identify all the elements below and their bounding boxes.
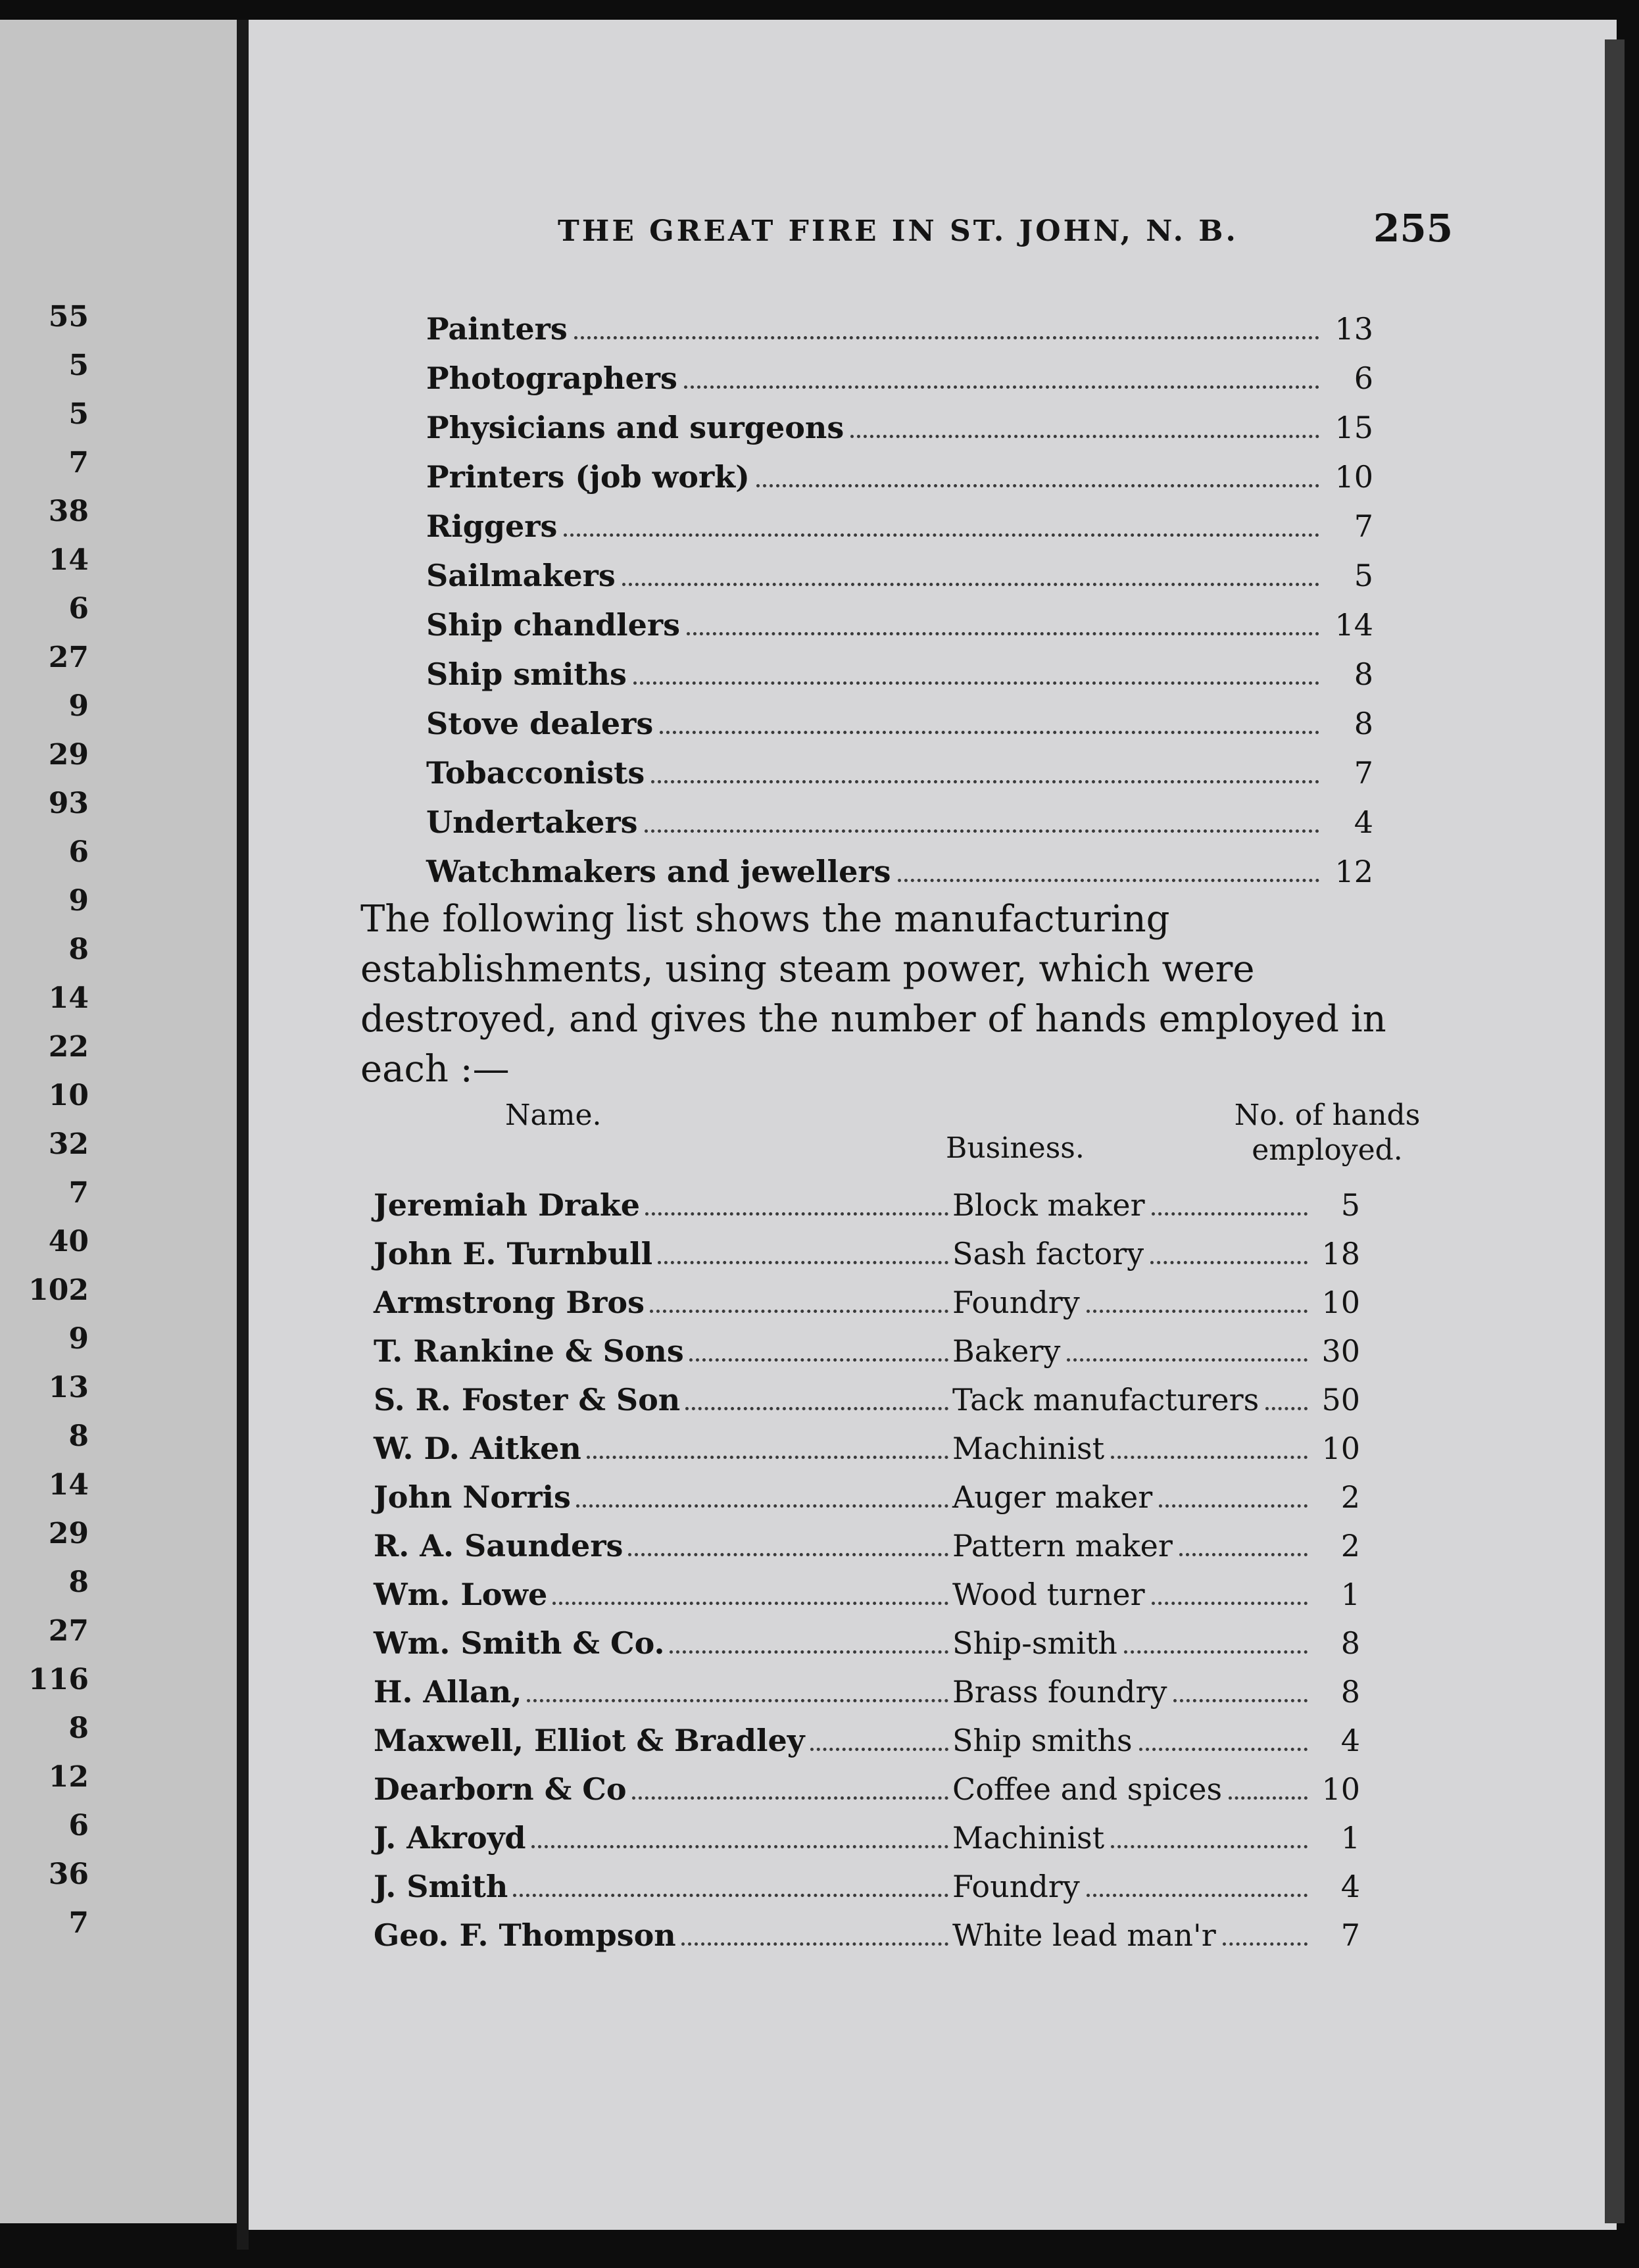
hands-employed: 5	[1340, 1187, 1360, 1223]
trade-row	[426, 852, 1373, 889]
establishment-name: John E. Turnbull	[374, 1236, 653, 1272]
leader-dots	[689, 1358, 948, 1362]
left-page-fragment	[0, 20, 237, 2223]
leader-dots	[1150, 1261, 1308, 1264]
hands-employed: 2	[1340, 1479, 1360, 1516]
leader-dots	[670, 1650, 948, 1654]
business-type: Pattern maker	[952, 1528, 1173, 1564]
business-type: Auger maker	[952, 1479, 1153, 1516]
left-page-number: 10	[48, 1079, 89, 1112]
table-row	[374, 1815, 1360, 1855]
page-edge	[1605, 39, 1625, 2223]
left-page-number: 14	[48, 1468, 89, 1502]
table-row	[374, 1377, 1360, 1417]
leader-dots	[1265, 1407, 1308, 1410]
column-header-business: Business.	[946, 1131, 1085, 1165]
trade-name: Tobacconists	[426, 755, 645, 791]
leader-dots	[1139, 1748, 1308, 1751]
trade-row	[426, 704, 1373, 741]
leader-dots	[1223, 1942, 1308, 1946]
business-type: Bakery	[952, 1333, 1061, 1369]
table-row	[374, 1475, 1360, 1514]
leader-dots	[1152, 1212, 1308, 1216]
leader-dots	[552, 1602, 948, 1605]
table-row	[374, 1767, 1360, 1806]
establishment-name: W. D. Aitken	[374, 1431, 581, 1467]
left-page-number: 9	[68, 689, 89, 723]
left-page-number: 27	[48, 641, 89, 674]
hands-employed: 7	[1340, 1917, 1360, 1954]
establishment-name: Dearborn & Co	[374, 1771, 627, 1808]
book-spine	[237, 20, 249, 2250]
table-row	[374, 1913, 1360, 1952]
trade-count: 7	[1354, 508, 1373, 545]
leader-dots	[1111, 1456, 1308, 1459]
leader-dots	[1173, 1699, 1308, 1702]
left-page-number: 8	[68, 1419, 89, 1453]
trade-name: Riggers	[426, 508, 558, 545]
hands-employed: 18	[1321, 1236, 1360, 1272]
left-page-number: 6	[68, 835, 89, 869]
leader-dots	[684, 385, 1319, 389]
running-header: THE GREAT FIRE IN ST. JOHN, N. B.	[558, 214, 1238, 248]
hands-employed: 10	[1321, 1771, 1360, 1808]
left-page-number: 9	[68, 1322, 89, 1356]
business-type: Wood turner	[952, 1577, 1145, 1613]
left-page-number: 5	[68, 349, 89, 382]
trade-name: Ship smiths	[426, 656, 627, 693]
trade-count: 8	[1354, 706, 1373, 742]
hands-employed: 1	[1340, 1820, 1360, 1856]
leader-dots	[850, 435, 1319, 438]
leader-dots	[1159, 1504, 1308, 1508]
trade-row	[426, 457, 1373, 494]
hands-employed: 50	[1321, 1382, 1360, 1418]
leader-dots	[1179, 1553, 1308, 1556]
table-row	[374, 1621, 1360, 1660]
business-type: Ship-smith	[952, 1625, 1117, 1662]
leader-dots	[1111, 1845, 1308, 1848]
table-row	[374, 1183, 1360, 1222]
leader-dots	[531, 1845, 948, 1848]
business-type: White lead man'r	[952, 1917, 1216, 1954]
leader-dots	[810, 1748, 948, 1751]
leader-dots	[632, 1796, 948, 1800]
left-page-number: 36	[48, 1858, 89, 1891]
establishment-name: J. Akroyd	[374, 1820, 526, 1856]
hands-employed: 1	[1340, 1577, 1360, 1613]
leader-dots	[645, 1212, 948, 1216]
left-page-number: 8	[68, 1565, 89, 1599]
left-page-number: 7	[68, 1176, 89, 1210]
leader-dots	[685, 1407, 948, 1410]
hands-employed: 10	[1321, 1285, 1360, 1321]
establishment-name: Geo. F. Thompson	[374, 1917, 676, 1954]
trade-count: 6	[1354, 360, 1373, 397]
table-row	[374, 1523, 1360, 1563]
leader-dots	[633, 681, 1319, 685]
left-page-number: 116	[28, 1663, 89, 1696]
trade-count: 14	[1334, 607, 1373, 643]
trade-name: Ship chandlers	[426, 607, 681, 643]
left-page-number: 6	[68, 592, 89, 626]
left-page-number: 22	[48, 1030, 89, 1064]
trade-row	[426, 506, 1373, 543]
leader-dots	[651, 780, 1319, 783]
trade-row	[426, 309, 1373, 346]
table-row	[374, 1426, 1360, 1466]
left-page-number: 9	[68, 884, 89, 918]
left-page-number: 14	[48, 543, 89, 577]
trade-row	[426, 358, 1373, 395]
establishment-name: Wm. Smith & Co.	[374, 1625, 665, 1662]
business-type: Coffee and spices	[952, 1771, 1223, 1808]
trade-name: Sailmakers	[426, 558, 616, 594]
business-type: Foundry	[952, 1285, 1080, 1321]
leader-dots	[564, 533, 1319, 537]
leader-dots	[527, 1699, 948, 1702]
table-row	[374, 1329, 1360, 1368]
leader-dots	[628, 1553, 948, 1556]
right-page	[249, 20, 1617, 2230]
left-page-number: 5	[68, 397, 89, 431]
establishment-name: S. R. Foster & Son	[374, 1382, 681, 1418]
leader-dots	[681, 1942, 948, 1946]
left-page-number: 40	[48, 1225, 89, 1258]
page-number: 255	[1373, 206, 1454, 251]
leader-dots	[687, 632, 1319, 635]
hands-employed: 8	[1340, 1674, 1360, 1710]
left-page-number: 102	[28, 1273, 89, 1307]
trade-name: Painters	[426, 311, 568, 347]
left-page-number: 93	[48, 787, 89, 820]
left-page-number: 8	[68, 933, 89, 966]
trade-count: 10	[1334, 459, 1373, 495]
leader-dots	[660, 731, 1319, 734]
leader-dots	[576, 1504, 948, 1508]
table-row	[374, 1572, 1360, 1612]
left-page-number: 14	[48, 981, 89, 1015]
leader-dots	[1152, 1602, 1308, 1605]
trade-count: 8	[1354, 656, 1373, 693]
business-type: Machinist	[952, 1820, 1105, 1856]
leader-dots	[645, 829, 1319, 833]
hands-employed: 8	[1340, 1625, 1360, 1662]
hands-employed: 4	[1340, 1723, 1360, 1759]
left-page-number: 12	[48, 1760, 89, 1794]
trade-name: Photographers	[426, 360, 677, 397]
business-type: Brass foundry	[952, 1674, 1167, 1710]
leader-dots	[587, 1456, 948, 1459]
establishment-name: J. Smith	[374, 1869, 508, 1905]
leader-dots	[513, 1894, 948, 1897]
business-type: Ship smiths	[952, 1723, 1133, 1759]
establishment-name: John Norris	[374, 1479, 571, 1516]
establishment-name: H. Allan,	[374, 1674, 522, 1710]
business-type: Tack manufacturers	[952, 1382, 1260, 1418]
table-row	[374, 1280, 1360, 1319]
leader-dots	[898, 879, 1320, 882]
leader-dots	[622, 583, 1319, 586]
left-page-number: 55	[48, 300, 89, 333]
left-page-number: 27	[48, 1614, 89, 1648]
table-row	[374, 1864, 1360, 1904]
trade-count: 4	[1354, 804, 1373, 841]
left-page-number: 29	[48, 738, 89, 772]
left-page-number: 6	[68, 1809, 89, 1842]
business-type: Sash factory	[952, 1236, 1144, 1272]
establishment-name: Jeremiah Drake	[374, 1187, 641, 1223]
establishment-name: Maxwell, Elliot & Bradley	[374, 1723, 805, 1759]
left-page-number: 13	[48, 1371, 89, 1404]
table-row	[374, 1718, 1360, 1758]
leader-dots	[1087, 1894, 1308, 1897]
leader-dots	[650, 1310, 948, 1313]
trade-count: 5	[1354, 558, 1373, 594]
business-type: Foundry	[952, 1869, 1080, 1905]
left-page-number: 38	[48, 495, 89, 528]
establishment-name: T. Rankine & Sons	[374, 1333, 684, 1369]
left-page-number: 7	[68, 446, 89, 480]
trade-row	[426, 802, 1373, 839]
hands-employed: 2	[1340, 1528, 1360, 1564]
left-page-number: 29	[48, 1517, 89, 1550]
leader-dots	[1229, 1796, 1308, 1800]
hands-employed: 30	[1321, 1333, 1360, 1369]
leader-dots	[1087, 1310, 1308, 1313]
hands-employed: 4	[1340, 1869, 1360, 1905]
trade-name: Stove dealers	[426, 706, 654, 742]
establishment-name: Armstrong Bros	[374, 1285, 645, 1321]
trade-name: Watchmakers and jewellers	[426, 854, 891, 890]
left-page-number: 8	[68, 1712, 89, 1745]
trade-name: Printers (job work)	[426, 459, 750, 495]
left-page-number: 7	[68, 1906, 89, 1940]
establishment-name: R. A. Saunders	[374, 1528, 624, 1564]
trade-count: 12	[1334, 854, 1373, 890]
hands-employed: 10	[1321, 1431, 1360, 1467]
column-header-hands: No. of hands employed.	[1234, 1098, 1421, 1167]
trade-row	[426, 408, 1373, 445]
leader-dots	[1124, 1650, 1308, 1654]
leader-dots	[574, 336, 1319, 339]
establishment-name: Wm. Lowe	[374, 1577, 548, 1613]
leader-dots	[756, 484, 1319, 487]
trade-count: 7	[1354, 755, 1373, 791]
business-type: Machinist	[952, 1431, 1105, 1467]
leader-dots	[658, 1261, 948, 1264]
trade-count: 15	[1334, 410, 1373, 446]
trade-row	[426, 654, 1373, 691]
left-page-number: 32	[48, 1127, 89, 1161]
business-type: Block maker	[952, 1187, 1145, 1223]
trade-row	[426, 556, 1373, 593]
trade-name: Physicians and surgeons	[426, 410, 844, 446]
intro-paragraph: The following list shows the manufacturing establishments, using steam power, which were destroyed, and gives the number of hands employed in each :—	[360, 898, 1386, 1091]
trade-row	[426, 753, 1373, 790]
table-row	[374, 1231, 1360, 1271]
trade-name: Undertakers	[426, 804, 638, 841]
trade-row	[426, 605, 1373, 642]
column-header-name: Name.	[505, 1098, 602, 1132]
trade-count: 13	[1334, 311, 1373, 347]
table-row	[374, 1669, 1360, 1709]
leader-dots	[1067, 1358, 1308, 1362]
